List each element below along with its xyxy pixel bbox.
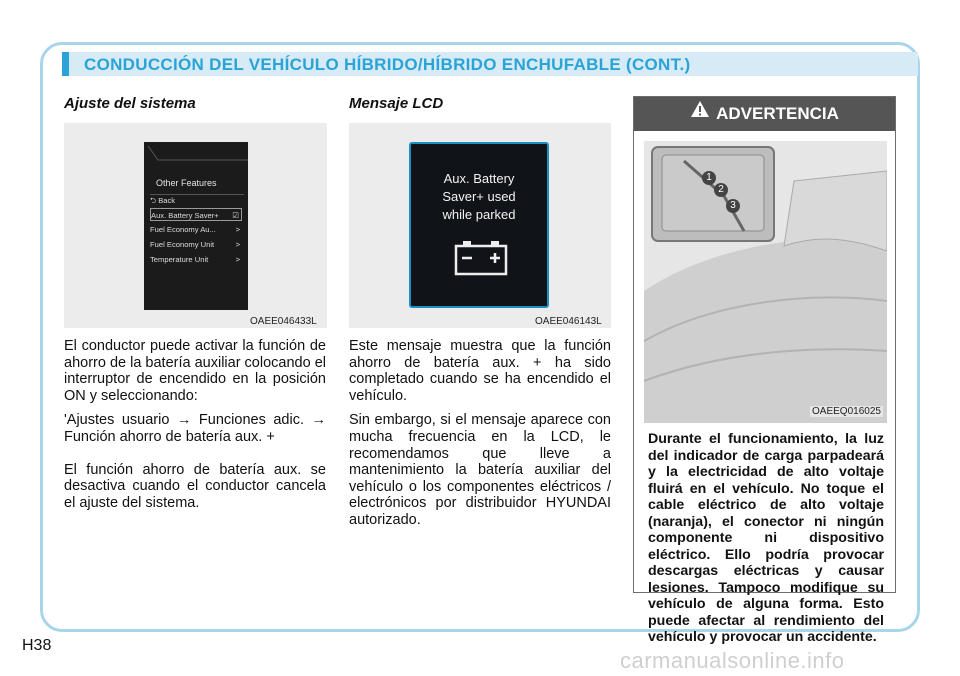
engine-bay-illustration: [644, 141, 887, 423]
screen-item-battery-saver: Aux. Battery Saver+ ☑: [150, 208, 242, 221]
figure-code-middle: OAEE046143L: [535, 316, 602, 327]
checkmark-icon: ☑: [232, 211, 239, 220]
chevron-right-icon: >: [235, 240, 240, 249]
settings-screen: [144, 142, 248, 310]
screen-bezel-icon: [144, 142, 248, 172]
car-engine-icon: [644, 141, 887, 423]
warning-text: Durante el funcionamiento, la luz del indicador de carga parpadeará y la electricidad de alto voltaje fluirá en el vehículo. No toque el cable eléctrico de alto voltaje (naranja), el conector ni ningún componente ni dispositivo eléctrico. Ello podría provocar descargas eléctricas y causar lesiones. Tampoco modifique su vehículo de alguna forma. Esto puede afectar al rendimiento del vehículo y provocar un accidente.: [648, 431, 884, 645]
warning-header: ADVERTENCIA: [634, 97, 895, 131]
paragraph: El conductor puede activar la función de ahorro de la batería auxiliar colocando el interruptor de encendido en la posición ON y seleccionando:: [64, 338, 326, 404]
callout-1: 1: [702, 171, 716, 185]
section-header-title: CONDUCCIÓN DEL VEHÍCULO HÍBRIDO/HÍBRIDO ENCHUFABLE (CONT.): [84, 55, 691, 74]
figure-code-left: OAEE046433L: [250, 316, 317, 327]
left-column-title: Ajuste del sistema: [64, 95, 196, 112]
figure-code-warning: OAEEQ016025: [812, 406, 881, 417]
lcd-message-screen: [409, 142, 549, 308]
chevron-right-icon: >: [235, 225, 240, 234]
middle-body-text: [349, 338, 611, 537]
screen-item-back: ⮌ Back: [150, 196, 176, 205]
callout-2: 2: [714, 183, 728, 197]
lcd-message: Aux. Battery Saver+ used while parked: [442, 171, 516, 222]
screen-menu-title: Other Features: [156, 178, 217, 188]
screen-item-fuel-economy-auto: Fuel Economy Au... >: [150, 225, 240, 234]
paragraph: 'Ajustes usuario → Funciones adic. → Función ahorro de batería aux. +: [64, 412, 326, 445]
paragraph: Sin embargo, si el mensaje aparece con mucha frecuencia en la LCD, le recomendamos que lleve a mantenimiento la batería auxiliar del vehículo o los componentes eléctricos / electrónicos por distribuidor HYUNDAI autorizado.: [349, 412, 611, 528]
left-body-text: [64, 338, 326, 519]
paragraph: Este mensaje muestra que la función ahorro de batería aux. + ha sido completado cuando se ha encendido el vehículo.: [349, 338, 611, 404]
battery-icon: [454, 240, 508, 276]
middle-column-title: Mensaje LCD: [349, 95, 444, 112]
section-header-accent: [62, 52, 69, 76]
callout-3: 3: [726, 199, 740, 213]
paragraph: El función ahorro de batería aux. se desactiva cuando el conductor cancela el ajuste del sistema.: [64, 461, 326, 511]
warning-box: [633, 96, 896, 645]
screen-item-temperature-unit: Temperature Unit >: [150, 255, 240, 264]
warning-triangle-icon: [690, 96, 710, 130]
screen-item-fuel-economy-unit: Fuel Economy Unit >: [150, 240, 240, 249]
watermark: carmanualsonline.info: [620, 648, 845, 673]
chevron-right-icon: >: [235, 255, 240, 264]
back-arrow-icon: ⮌: [150, 196, 159, 205]
page-number: H38: [22, 637, 52, 654]
